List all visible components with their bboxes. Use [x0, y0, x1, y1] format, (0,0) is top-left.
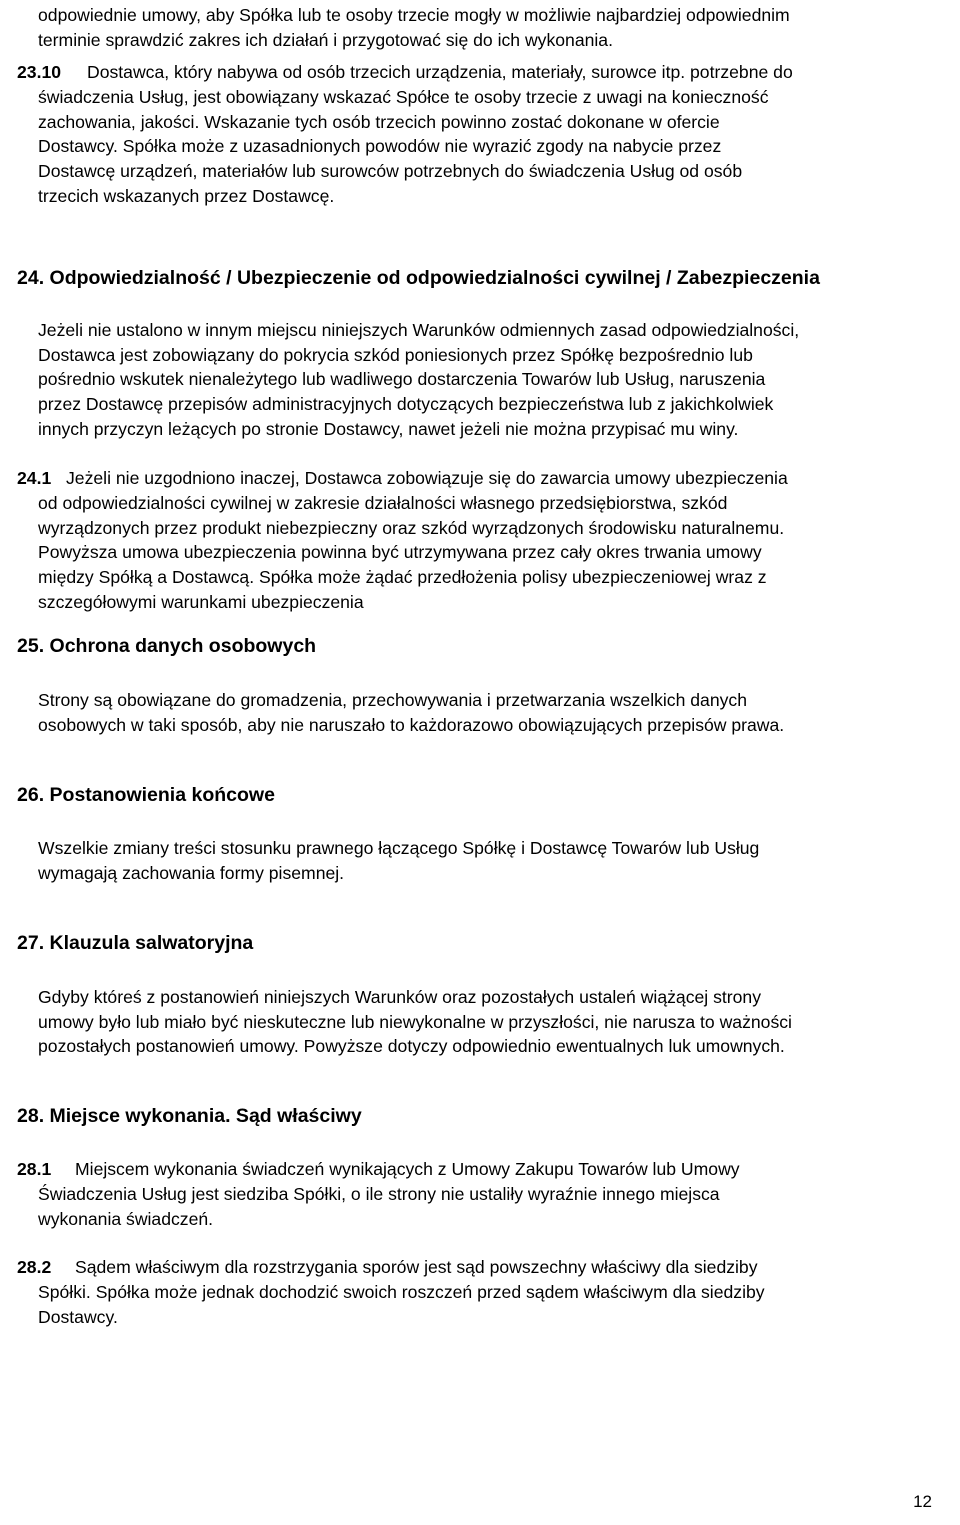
paragraph-28-2: [38, 1280, 765, 1329]
text-line: Wszelkie zmiany treści stosunku prawnego łączącego Spółkę i Dostawcę Towarów lub Usług: [38, 838, 760, 858]
paragraph-28-2-first: [75, 1255, 758, 1280]
paragraph-24-1-first: [66, 466, 788, 491]
text-line: odpowiednie umowy, aby Spółka lub te osoby trzecie mogły w możliwie najbardziej odpowiednim: [38, 5, 790, 25]
text-line: Strony są obowiązane do gromadzenia, przechowywania i przetwarzania wszelkich danych: [38, 690, 748, 710]
section-heading-28: 28. Miejsce wykonania. Sąd właściwy: [17, 1105, 362, 1127]
page-number: 12: [913, 1492, 932, 1511]
text-line: Dostawcy.: [38, 1306, 118, 1327]
paragraph-25: [38, 688, 784, 737]
text-line: Gdyby któreś z postanowień niniejszych Warunków oraz pozostałych ustaleń wiążącej strony: [38, 987, 761, 1007]
section-number-24-1: 24.1: [17, 468, 52, 488]
text-line: przez Dostawcę przepisów administracyjnych dotyczących bezpieczeństwa lub z jakichkolwiek: [38, 394, 774, 415]
paragraph-23-10: [38, 85, 769, 209]
text-line: Miejscem wykonania świadczeń wynikających z Umowy Zakupu Towarów lub Umowy: [75, 1159, 740, 1179]
intro-paragraph: [38, 3, 790, 52]
section-heading-24: 24. Odpowiedzialność / Ubezpieczenie od odpowiedzialności cywilnej / Zabezpieczenia: [17, 267, 820, 289]
text-line: Sądem właściwym dla rozstrzygania sporów jest sąd powszechny właściwy dla siedziby: [75, 1257, 758, 1277]
text-line: innych przyczyn leżących po stronie Dostawcy, nawet jeżeli nie można przypisać mu winy.: [38, 418, 739, 439]
text-line: osobowych w taki sposób, aby nie naruszało to każdorazowo obowiązujących przepisów prawa.: [38, 714, 785, 735]
text-line: szczegółowymi warunkami ubezpieczenia: [38, 591, 364, 612]
text-line: terminie sprawdzić zakres ich działań i przygotować się do ich wykonania.: [38, 29, 613, 50]
paragraph-24-1: [38, 491, 784, 615]
section-number-28-1: 28.1: [17, 1159, 52, 1179]
text-line: wyrządzonych przez produkt niebezpieczny oraz szkód wyrządzonych środowisku naturalnemu.: [38, 517, 785, 538]
text-line: Spółki. Spółka może jednak dochodzić swoich roszczeń przed sądem właściwym dla siedziby: [38, 1282, 765, 1302]
text-line: zachowania, jakości. Wskazanie tych osób trzecich powinno zostać dokonane w ofercie: [38, 111, 720, 132]
text-line: Dostawcy. Spółka może z uzasadnionych powodów nie wyrazić zgody na nabycie przez: [38, 136, 722, 157]
text-line: Jeżeli nie ustalono w innym miejscu niniejszych Warunków odmiennych zasad odpowiedzialności,: [38, 320, 800, 340]
section-heading-26: 26. Postanowienia końcowe: [17, 784, 275, 806]
paragraph-23-10-first: [87, 60, 793, 85]
text-line: Dostawca, który nabywa od osób trzecich urządzenia, materiały, surowce itp. potrzebne do: [87, 62, 793, 82]
text-line: od odpowiedzialności cywilnej w zakresie działalności własnego przedsiębiorstwa, szkód: [38, 493, 728, 513]
text-line: Dostawca jest zobowiązany do pokrycia szkód poniesionych przez Spółkę bezpośrednio lub: [38, 344, 753, 365]
section-heading-27: 27. Klauzula salwatoryjna: [17, 932, 254, 954]
text-line: pośrednio wskutek nienależytego lub wadliwego dostarczenia Towarów lub Usług, naruszenia: [38, 369, 766, 390]
paragraph-27: [38, 985, 792, 1059]
paragraph-28-1-first: [75, 1157, 740, 1182]
paragraph-28-1: [38, 1182, 720, 1231]
text-line: wymagają zachowania formy pisemnej.: [38, 862, 345, 883]
text-line: pozostałych postanowień umowy. Powyższe dotyczy odpowiednio ewentualnych luk umownych.: [38, 1036, 785, 1057]
text-line: świadczenia Usług, jest obowiązany wskazać Spółce te osoby trzecie z uwagi na konieczność: [38, 87, 769, 107]
section-heading-25: 25. Ochrona danych osobowych: [17, 635, 317, 657]
paragraph-24: [38, 318, 799, 442]
text-line: Świadczenia Usług jest siedziba Spółki, o ile strony nie ustaliły wyraźnie innego miejsca: [38, 1184, 720, 1204]
text-line: trzecich wskazanych przez Dostawcę.: [38, 185, 335, 206]
text-line: wykonania świadczeń.: [38, 1208, 214, 1229]
text-line: Jeżeli nie uzgodniono inaczej, Dostawca zobowiązuje się do zawarcia umowy ubezpieczenia: [66, 468, 788, 488]
text-line: między Spółką a Dostawcą. Spółka może żądać przedłożenia polisy ubezpieczeniowej wraz z: [38, 567, 767, 588]
text-line: Dostawcę urządzeń, materiałów lub surowców potrzebnych do świadczenia Usług od osób: [38, 161, 743, 182]
section-number-23-10: 23.10: [17, 62, 62, 82]
section-number-28-2: 28.2: [17, 1257, 52, 1277]
text-line: umowy było lub miało być nieskuteczne lub niewykonalne w przyszłości, nie narusza to ważności: [38, 1011, 792, 1032]
paragraph-26: [38, 836, 759, 885]
text-line: Powyższa umowa ubezpieczenia powinna być utrzymywana przez cały okres trwania umowy: [38, 542, 762, 563]
